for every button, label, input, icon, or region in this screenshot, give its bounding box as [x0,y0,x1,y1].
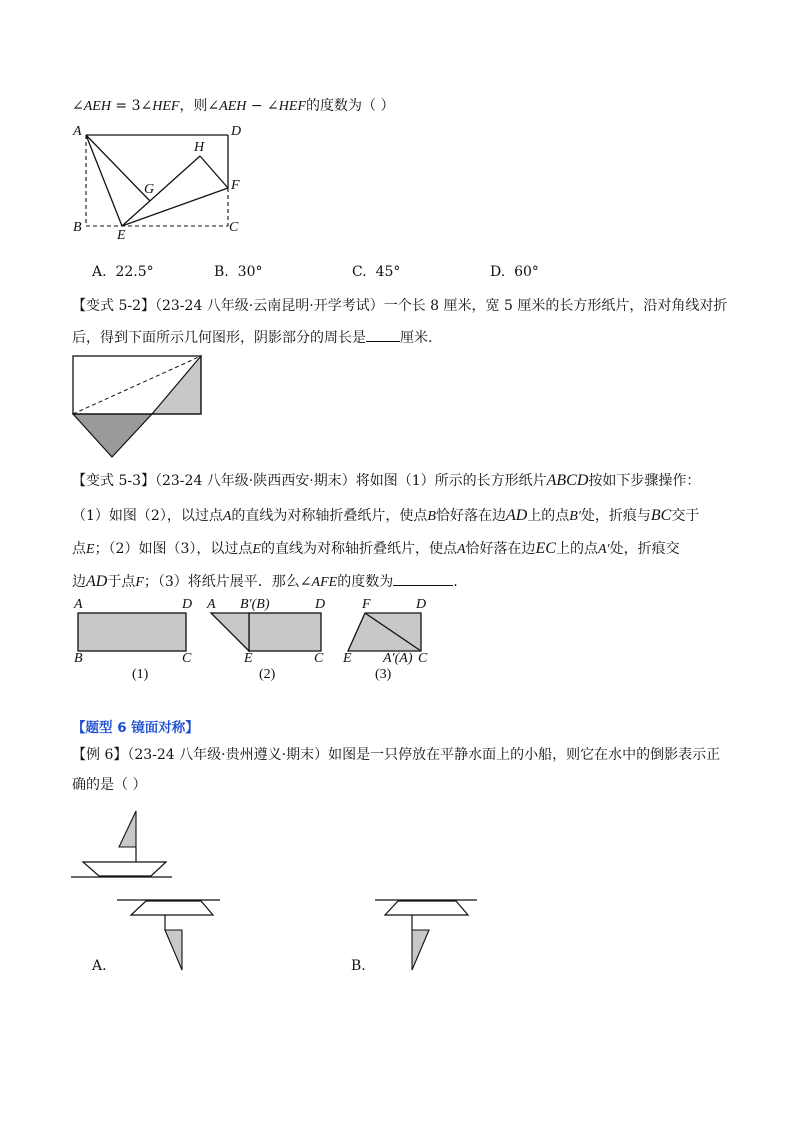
example-6-line2: 确的是（ ） [72,777,147,793]
label-g: G [144,182,155,197]
option-a[interactable]: A. 22.5° [92,264,154,280]
variant-5-2-line2: 后，得到下面所示几何图形，阴影部分的周长是 厘米. [72,327,432,348]
variant-5-3-line3: 点E；（2）如图（3），以过点E的直线为对称轴折叠纸片，使点A恰好落在边EC上的点A′处，折痕交 [72,540,680,557]
fig3-caption: (3) [375,667,392,682]
option-a[interactable]: A. [92,958,107,974]
fig1-label-b: B [74,651,83,666]
example-6-line1: 【例 6】（23-24 八年级·贵州遵义·期末）如图是一只停放在平静水面上的小船，则它在水中的倒影表示正 [72,747,721,763]
fig3-label-d: D [416,597,427,612]
variant-5-2-line1: 【变式 5-2】（23-24 八年级·云南昆明·开学考试）一个长 8 厘米，宽 5 厘米的长方形纸片，沿对角线对折 [72,298,728,314]
option-c[interactable]: C. 45° [352,264,401,280]
section-heading: 【题型 6 镜面对称】 [72,720,199,736]
fig3-label-e: E [343,651,352,666]
variant-5-3-line4: 边AD于点F；（3）将纸片展平．那么∠AFE的度数为 . [72,573,458,590]
fig1-caption: (1) [132,667,149,682]
fig3-label-f: F [362,597,371,612]
fig2-label-b-prime: B′(B) [240,597,270,612]
fig2-label-d: D [315,597,326,612]
fig2-label-a: A [207,597,216,612]
label-b: B [73,220,82,235]
label-c: C [229,220,239,235]
label-h: H [194,140,205,155]
fig1-label-c: C [182,651,192,666]
fig3-label-c: C [418,651,428,666]
fig2-label-c: C [314,651,324,666]
option-b[interactable]: B. [351,958,366,974]
fig2-label-e: E [244,651,253,666]
fig1-label-d: D [182,597,193,612]
label-a: A [73,124,82,139]
label-f: F [231,178,240,193]
option-d[interactable]: D. 60° [490,264,539,280]
label-e: E [117,228,126,243]
question-line: ∠AEH = 3∠HEF，则∠AEH − ∠HEF的度数为（ ） [72,98,395,114]
option-b[interactable]: B. 30° [214,264,263,280]
fig1-label-a: A [74,597,83,612]
variant-5-3-line1: 【变式 5-3】（23-24 八年级·陕西西安·期末）将如图（1）所示的长方形纸片ABCD按如下步骤操作： [72,472,701,489]
fig3-label-a-prime: A′(A) [383,651,413,666]
label-d: D [231,124,242,139]
variant-5-3-line2: （1）如图（2），以过点A的直线为对称轴折叠纸片，使点B恰好落在边AD上的点B′处，折痕与BC交于 [72,507,700,524]
fig2-caption: (2) [259,667,276,682]
